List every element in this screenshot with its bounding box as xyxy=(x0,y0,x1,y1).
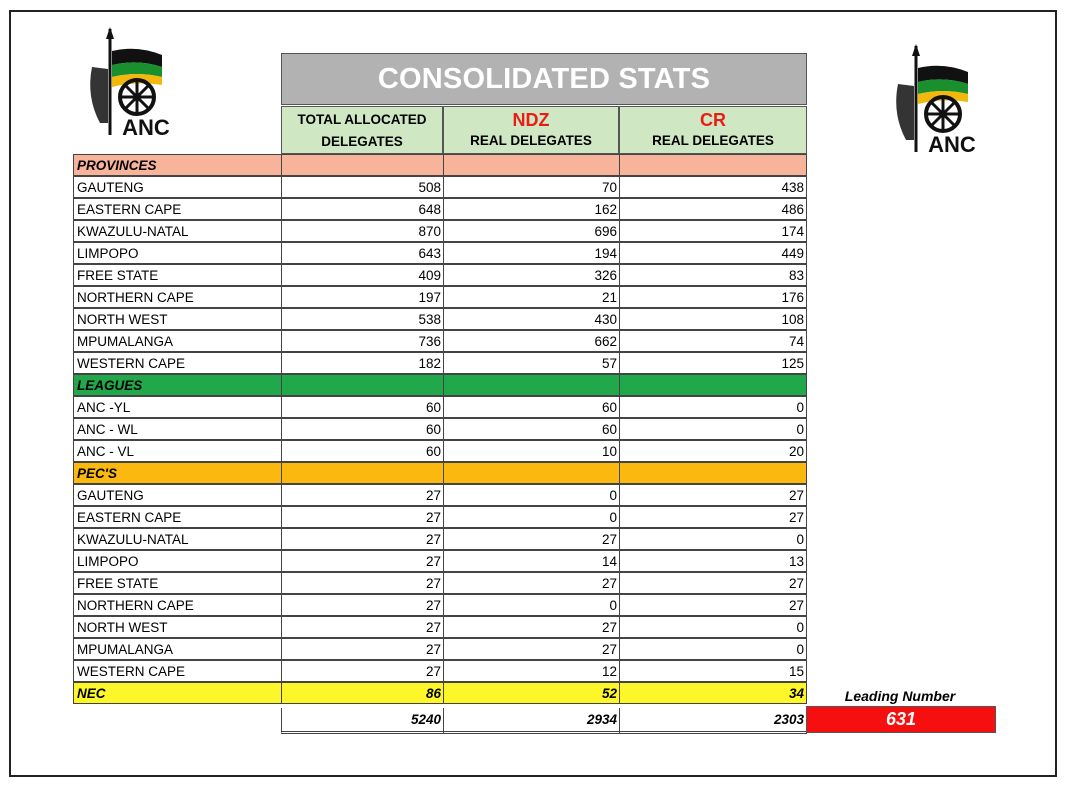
row-total: 508 xyxy=(281,176,444,198)
row-total: 870 xyxy=(281,220,444,242)
row-total: 60 xyxy=(281,418,444,440)
row-cr: 108 xyxy=(619,308,807,330)
row-total: 27 xyxy=(281,506,444,528)
row-ndz: 0 xyxy=(443,594,620,616)
row-total: 60 xyxy=(281,396,444,418)
table-row xyxy=(73,572,807,594)
table-row xyxy=(73,286,807,308)
row-ndz: 662 xyxy=(443,330,620,352)
table-row xyxy=(73,264,807,286)
table-row xyxy=(73,418,807,440)
row-cr: 0 xyxy=(619,616,807,638)
section-header-provinces xyxy=(73,154,807,176)
row-ndz: 162 xyxy=(443,198,620,220)
row-total: 27 xyxy=(281,572,444,594)
row-ndz: 0 xyxy=(443,484,620,506)
table-row xyxy=(73,242,807,264)
row-total: 27 xyxy=(281,616,444,638)
anc-logo-right xyxy=(848,44,1008,160)
table-row xyxy=(73,330,807,352)
row-name: MPUMALANGA xyxy=(73,638,282,660)
row-cr: 486 xyxy=(619,198,807,220)
header-ndz-sub: REAL DELEGATES xyxy=(470,133,592,148)
row-name: GAUTENG xyxy=(73,484,282,506)
table-row xyxy=(73,616,807,638)
row-name: ANC -YL xyxy=(73,396,282,418)
row-cr: 0 xyxy=(619,418,807,440)
row-cr: 34 xyxy=(619,682,807,704)
row-total: 27 xyxy=(281,660,444,682)
row-name: KWAZULU-NATAL xyxy=(73,528,282,550)
row-ndz: 696 xyxy=(443,220,620,242)
row-total: 538 xyxy=(281,308,444,330)
section-fill xyxy=(281,154,444,176)
row-cr: 176 xyxy=(619,286,807,308)
row-name: FREE STATE xyxy=(73,264,282,286)
row-total: 182 xyxy=(281,352,444,374)
row-total: 409 xyxy=(281,264,444,286)
section-fill xyxy=(443,462,620,484)
row-cr: 13 xyxy=(619,550,807,572)
row-name: LIMPOPO xyxy=(73,242,282,264)
row-total: 60 xyxy=(281,440,444,462)
row-name: EASTERN CAPE xyxy=(73,506,282,528)
table-row xyxy=(73,396,807,418)
section-fill xyxy=(619,374,807,396)
row-ndz: 27 xyxy=(443,616,620,638)
row-cr: 27 xyxy=(619,506,807,528)
row-ndz: 60 xyxy=(443,418,620,440)
row-ndz: 430 xyxy=(443,308,620,330)
row-total: 86 xyxy=(281,682,444,704)
table-row xyxy=(73,506,807,528)
row-ndz: 12 xyxy=(443,660,620,682)
row-cr: 83 xyxy=(619,264,807,286)
row-total: 27 xyxy=(281,638,444,660)
header-ndz xyxy=(443,106,619,154)
page-title: CONSOLIDATED STATS xyxy=(281,53,807,105)
row-name: NORTHERN CAPE xyxy=(73,594,282,616)
table-row xyxy=(73,484,807,506)
row-name: GAUTENG xyxy=(73,176,282,198)
delegates-table xyxy=(73,154,807,704)
row-ndz: 194 xyxy=(443,242,620,264)
row-total: 27 xyxy=(281,528,444,550)
row-cr: 438 xyxy=(619,176,807,198)
row-name: LIMPOPO xyxy=(73,550,282,572)
table-row xyxy=(73,308,807,330)
row-name: MPUMALANGA xyxy=(73,330,282,352)
row-ndz: 27 xyxy=(443,528,620,550)
row-total: 197 xyxy=(281,286,444,308)
row-ndz: 21 xyxy=(443,286,620,308)
row-name: FREE STATE xyxy=(73,572,282,594)
row-total: 27 xyxy=(281,594,444,616)
row-name: WESTERN CAPE xyxy=(73,352,282,374)
row-cr: 74 xyxy=(619,330,807,352)
table-row xyxy=(73,198,807,220)
header-cr xyxy=(619,106,807,154)
row-name: NEC xyxy=(73,682,282,704)
row-cr: 15 xyxy=(619,660,807,682)
row-total: 27 xyxy=(281,484,444,506)
leading-number-value: 631 xyxy=(806,706,996,733)
row-ndz: 326 xyxy=(443,264,620,286)
total-allocated-sum: 5240 xyxy=(281,708,444,734)
header-ndz-name: NDZ xyxy=(512,110,550,130)
row-cr: 27 xyxy=(619,484,807,506)
nec-row xyxy=(73,682,807,704)
table-row xyxy=(73,550,807,572)
section-label: PROVINCES xyxy=(73,154,282,176)
total-ndz-sum: 2934 xyxy=(443,708,620,734)
section-header-leagues xyxy=(73,374,807,396)
row-cr: 0 xyxy=(619,528,807,550)
row-total: 736 xyxy=(281,330,444,352)
svg-text:ANC: ANC xyxy=(122,115,170,140)
row-name: ANC - VL xyxy=(73,440,282,462)
row-cr: 20 xyxy=(619,440,807,462)
row-cr: 125 xyxy=(619,352,807,374)
row-name: NORTHERN CAPE xyxy=(73,286,282,308)
row-ndz: 10 xyxy=(443,440,620,462)
row-total: 648 xyxy=(281,198,444,220)
row-ndz: 60 xyxy=(443,396,620,418)
anc-logo-left xyxy=(42,27,202,143)
row-cr: 0 xyxy=(619,638,807,660)
row-ndz: 70 xyxy=(443,176,620,198)
table-row xyxy=(73,352,807,374)
leading-number-label: Leading Number xyxy=(844,688,956,704)
table-row xyxy=(73,220,807,242)
row-ndz: 14 xyxy=(443,550,620,572)
table-row xyxy=(73,638,807,660)
row-ndz: 0 xyxy=(443,506,620,528)
row-ndz: 27 xyxy=(443,638,620,660)
total-cr-sum: 2303 xyxy=(619,708,807,734)
table-row xyxy=(73,660,807,682)
row-ndz: 27 xyxy=(443,572,620,594)
section-header-pecs xyxy=(73,462,807,484)
row-ndz: 52 xyxy=(443,682,620,704)
table-row xyxy=(73,176,807,198)
row-name: ANC - WL xyxy=(73,418,282,440)
totals-row xyxy=(281,708,807,734)
header-cr-name: CR xyxy=(700,110,726,130)
section-fill xyxy=(443,154,620,176)
section-label: LEAGUES xyxy=(73,374,282,396)
row-name: NORTH WEST xyxy=(73,616,282,638)
row-cr: 0 xyxy=(619,396,807,418)
section-fill xyxy=(619,462,807,484)
table-row xyxy=(73,440,807,462)
section-fill xyxy=(281,374,444,396)
row-cr: 27 xyxy=(619,572,807,594)
row-name: WESTERN CAPE xyxy=(73,660,282,682)
row-name: NORTH WEST xyxy=(73,308,282,330)
section-label: PEC'S xyxy=(73,462,282,484)
table-row xyxy=(73,594,807,616)
section-fill xyxy=(619,154,807,176)
table-row xyxy=(73,528,807,550)
row-cr: 174 xyxy=(619,220,807,242)
row-name: KWAZULU-NATAL xyxy=(73,220,282,242)
row-total: 643 xyxy=(281,242,444,264)
row-total: 27 xyxy=(281,550,444,572)
anc-logo-icon xyxy=(848,44,1008,160)
row-name: EASTERN CAPE xyxy=(73,198,282,220)
header-total-allocated: TOTAL ALLOCATED DELEGATES xyxy=(281,106,443,154)
row-cr: 449 xyxy=(619,242,807,264)
row-cr: 27 xyxy=(619,594,807,616)
anc-logo-icon xyxy=(42,27,202,143)
header-cr-sub: REAL DELEGATES xyxy=(652,133,774,148)
section-fill xyxy=(281,462,444,484)
svg-text:ANC: ANC xyxy=(928,132,976,157)
row-ndz: 57 xyxy=(443,352,620,374)
section-fill xyxy=(443,374,620,396)
